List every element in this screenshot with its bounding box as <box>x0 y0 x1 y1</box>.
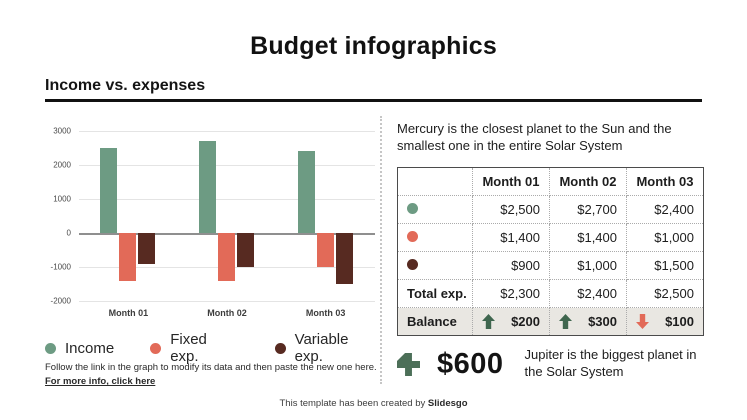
bar-income <box>298 151 315 233</box>
cell-value: $900 <box>473 252 550 280</box>
income-expenses-bar-chart <box>45 118 377 318</box>
fixed-exp-dot-icon <box>150 343 161 354</box>
summary-caption: Jupiter is the biggest planet in the Solar System <box>524 347 697 380</box>
y-axis-tick-label: -2000 <box>50 296 71 306</box>
column-header: Month 03 <box>627 168 704 196</box>
y-axis-tick-label: 0 <box>66 228 71 238</box>
table-row-balance <box>398 308 704 336</box>
legend-item-variable-exp <box>275 331 380 365</box>
summary-amount: $600 <box>437 347 504 380</box>
bar-group-month-03 <box>298 131 354 318</box>
x-axis-label: Month 03 <box>305 308 346 318</box>
arrow-up-icon <box>559 314 572 329</box>
cell-value: $2,400 <box>627 196 704 224</box>
bar-income <box>100 148 117 233</box>
table-header-row <box>398 168 704 196</box>
variable-exp-dot-icon <box>275 343 286 354</box>
legend-item-fixed-exp <box>150 331 238 365</box>
table-row-fixed-exp <box>398 224 704 252</box>
cell-value: $1,400 <box>473 224 550 252</box>
bar-fixed-exp <box>317 233 334 267</box>
cell-value: $1,000 <box>550 252 627 280</box>
right-panel <box>397 120 703 381</box>
corner-cell <box>398 168 473 196</box>
more-info-link[interactable]: For more info, click here <box>45 376 156 388</box>
row-key-cell <box>398 196 473 224</box>
chart-legend <box>45 331 380 365</box>
balance-cell <box>550 308 627 336</box>
footnote-text: Follow the link in the graph to modify its data and then paste the new one here. <box>45 362 377 373</box>
cell-value: $2,300 <box>473 280 550 308</box>
bar-fixed-exp <box>218 233 235 281</box>
fixed-exp-dot-icon <box>407 231 418 242</box>
net-balance-summary <box>397 347 703 381</box>
legend-item-income <box>45 340 114 357</box>
intro-text: Mercury is the closest planet to the Sun and the smallest one in the entire Solar System <box>397 121 672 154</box>
cell-value: $1,400 <box>550 224 627 252</box>
income-dot-icon <box>45 343 56 354</box>
y-axis-tick-label: -1000 <box>50 262 71 272</box>
balance-label: Balance <box>398 308 473 336</box>
bar-variable-exp <box>237 233 254 267</box>
legend-label: Fixed exp. <box>170 331 207 365</box>
vertical-dotted-divider <box>380 116 382 384</box>
footer-credit <box>0 398 747 409</box>
section-heading: Income vs. expenses <box>45 77 206 94</box>
legend-label: Income <box>65 339 115 357</box>
balance-value: $300 <box>588 314 617 330</box>
table-row-income <box>398 196 704 224</box>
y-axis-tick-label: 1000 <box>53 194 71 204</box>
plus-icon <box>397 353 420 376</box>
total-label: Total exp. <box>398 280 473 308</box>
cell-value: $2,500 <box>473 196 550 224</box>
row-key-cell <box>398 252 473 280</box>
balance-value: $200 <box>511 314 540 330</box>
footer-text: This template has been created by <box>279 398 428 409</box>
income-dot-icon <box>407 203 418 214</box>
y-axis-tick-label: 2000 <box>53 160 71 170</box>
variable-exp-dot-icon <box>407 259 418 270</box>
budget-table <box>397 167 704 336</box>
cell-value: $1,500 <box>627 252 704 280</box>
cell-value: $2,500 <box>627 280 704 308</box>
column-header: Month 01 <box>473 168 550 196</box>
x-axis-label: Month 02 <box>207 308 247 318</box>
row-key-cell <box>398 224 473 252</box>
balance-cell <box>627 308 704 336</box>
cell-value: $2,700 <box>550 196 627 224</box>
gridline <box>79 301 375 302</box>
page-title: Budget infographics <box>250 32 497 60</box>
bar-groups <box>79 131 375 318</box>
table-row-variable-exp <box>398 252 704 280</box>
arrow-up-icon <box>482 314 495 329</box>
y-axis-tick-label: 3000 <box>53 126 71 136</box>
bar-variable-exp <box>138 233 155 264</box>
chart-footnote <box>45 361 385 390</box>
section-divider-rule <box>45 99 702 102</box>
bar-fixed-exp <box>119 233 136 281</box>
table-row-total <box>398 280 704 308</box>
balance-value: $100 <box>665 314 694 330</box>
cell-value: $2,400 <box>550 280 627 308</box>
cell-value: $1,000 <box>627 224 704 252</box>
bar-income <box>199 141 216 233</box>
bar-variable-exp <box>336 233 353 284</box>
footer-brand: Slidesgo <box>427 398 468 409</box>
legend-label: Variable exp. <box>294 331 349 365</box>
balance-cell <box>473 308 550 336</box>
column-header: Month 02 <box>550 168 627 196</box>
bar-group-month-01 <box>100 131 156 318</box>
arrow-down-icon <box>636 314 649 329</box>
chart-plot-area <box>50 126 375 318</box>
x-axis-label: Month 01 <box>108 308 149 318</box>
bar-group-month-02 <box>199 131 255 318</box>
